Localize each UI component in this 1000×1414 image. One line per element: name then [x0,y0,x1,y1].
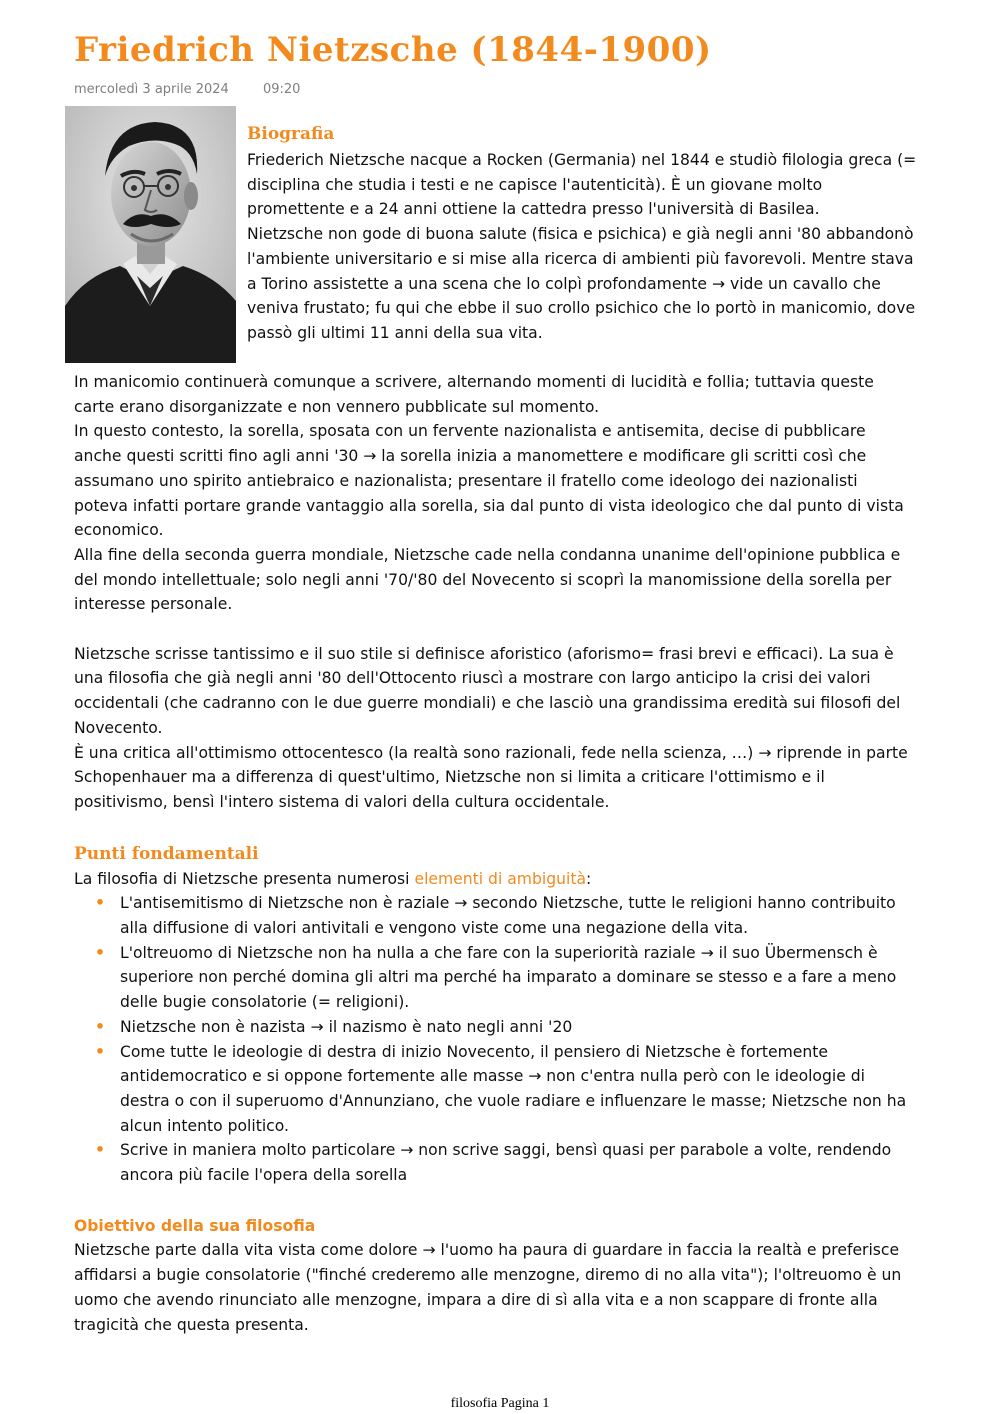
text-line: Novecento. [74,718,163,737]
list-item: • Nietzsche non è nazista → il nazismo è nato negli anni '20 [120,1015,949,1040]
section-heading-punti: Punti fondamentali [74,843,259,864]
text-line: Alla fine della seconda guerra mondiale, Nietzsche cade nella condanna unanime dell'opinione pubblica e [74,545,901,564]
text-line: positivismo, bensì l'intero sistema di valori della cultura occidentale. [74,792,610,811]
section-heading-obiettivo: Obiettivo della sua filosofia [74,1216,316,1235]
text-line: carte erano disorganizzate e non vennero pubblicate sul momento. [74,397,600,416]
text-line: Nietzsche scrisse tantissimo e il suo stile si definisce aforistico (aforismo= frasi brevi e efficaci). La sua è [74,644,894,663]
text-line: anche questi scritti fino agli anni '30 → la sorella inizia a manomettere e modificare gli scritti così che [74,447,867,466]
text-line: una filosofia che già negli anni '80 dell'Ottocento riuscì a mostrare con largo anticipo la crisi dei valori [74,669,871,688]
text-line: economico. [74,521,164,540]
note-meta [74,82,300,97]
main-content [74,370,949,1337]
note-date: mercoledì 3 aprile 2024 [74,82,229,97]
text-line: disciplina che studia i testi e ne capisce l'autenticità). È un giovane molto [247,175,823,194]
list-item: • L'oltreuomo di Nietzsche non ha nulla a che fare con la superiorità raziale → il suo Übermensch è superiore non perché domina gli altri ma perché ha imparato a dominare se stesso e a fare a meno delle bugie consolatorie (= religioni). [120,941,949,1015]
list-item: • L'antisemitismo di Nietzsche non è raziale → secondo Nietzsche, tutte le religioni hanno contribuito alla diffusione di valori antivitali e vengono viste come una negazione della vita. [120,891,949,940]
text-line: In manicomio continuerà comunque a scrivere, alternando momenti di lucidità e follia; tuttavia queste [74,373,874,391]
list-item: • Scrive in maniera molto particolare → non scrive saggi, bensì quasi per parabole a volte, rendendo ancora più facile l'opera della sorella [120,1138,949,1187]
text-line: veniva frustato; fu qui che ebbe il suo crollo psichico che lo portò in manicomio, dove [247,299,916,318]
text-line: del mondo intellettuale; solo negli anni '70/'80 del Novecento si scoprì la manomissione della sorella per [74,570,892,589]
note-time: 09:20 [262,82,301,97]
text-line: promettente e a 24 anni ottiene la cattedra presso l'università di Basilea. [247,200,820,219]
text-line: Nietzsche parte dalla vita vista come dolore → l'uomo ha paura di guardare in faccia la realtà e preferisce [74,1241,900,1260]
paragraph-obiettivo [74,1238,949,1337]
text-line: passò gli ultimi 11 anni della sua vita. [247,323,543,342]
text-line: uomo che avendo rinunciato alle menzogne, impara a dire di sì alla vita e a non scappare di fronte alla [74,1290,878,1309]
text-line: tragicità che questa presenta. [74,1315,309,1334]
text-line: poteva infatti portare grande vantaggio alla sorella, sia dal punto di vista ideologico che dal punto di vista [74,496,904,515]
highlight-ambiguita: elementi di ambiguità [414,869,587,888]
text-line: Schopenhauer ma a differenza di quest'ultimo, Nietzsche non si limita a criticare l'ottimismo e il [74,768,825,787]
text-line: È una critica all'ottimismo ottocentesco (la realtà sono razionali, fede nella scienza, …) → riprende in parte [74,743,908,762]
text-line: l'ambiente universitario e si mise alla ricerca di ambienti più favorevoli. Mentre stava [247,249,914,268]
nietzsche-portrait-image [65,106,236,363]
text-line: Friederich Nietzsche nacque a Rocken (Germania) nel 1844 e studiò filologia greca (= [247,151,917,169]
text-line: interesse personale. [74,595,233,614]
punti-list [74,891,949,1187]
punti-intro: La filosofia di Nietzsche presenta numerosi elementi di ambiguità: [74,869,592,888]
text-line: affidarsi a bugie consolatorie ("finché crederemo alle menzogne, diremo di no alla vita"); l'oltreuomo è un [74,1266,902,1285]
page-footer: filosofia Pagina 1 [450,1396,550,1411]
text-line: assumano uno spirito antiebraico e nazionalista; presentare il fratello come ideologo dei nazionalisti [74,471,858,490]
text-line: In questo contesto, la sorella, sposata con un fervente nazionalista e antisemita, decise di pubblicare [74,422,866,441]
text-line: occidentali (che cadranno con le due guerre mondiali) e che lasciò una grandissima eredità sui filosofi del [74,694,901,713]
paragraph-stile [74,642,949,815]
text-line: Nietzsche non gode di buona salute (fisica e psichica) e già negli anni '80 abbandonò [247,225,914,244]
section-heading-biografia: Biografia [247,124,335,144]
list-item: • Come tutte le ideologie di destra di inizio Novecento, il pensiero di Nietzsche è fortemente antidemocratico e si oppone fortemente alle masse → non c'entra nulla però con le ideologie di destra o con il superuomo d'Annunziano, che vuole radiare e influenzare le masse; Nietzsche non ha alcun intento politico. [120,1040,949,1139]
text-line: a Torino assistette a una scena che lo colpì profondamente → vide un cavallo che [247,274,881,293]
page-title: Friedrich Nietzsche (1844-1900) [74,30,712,70]
bio-paragraph [247,148,947,346]
paragraph-manicomio [74,370,949,617]
